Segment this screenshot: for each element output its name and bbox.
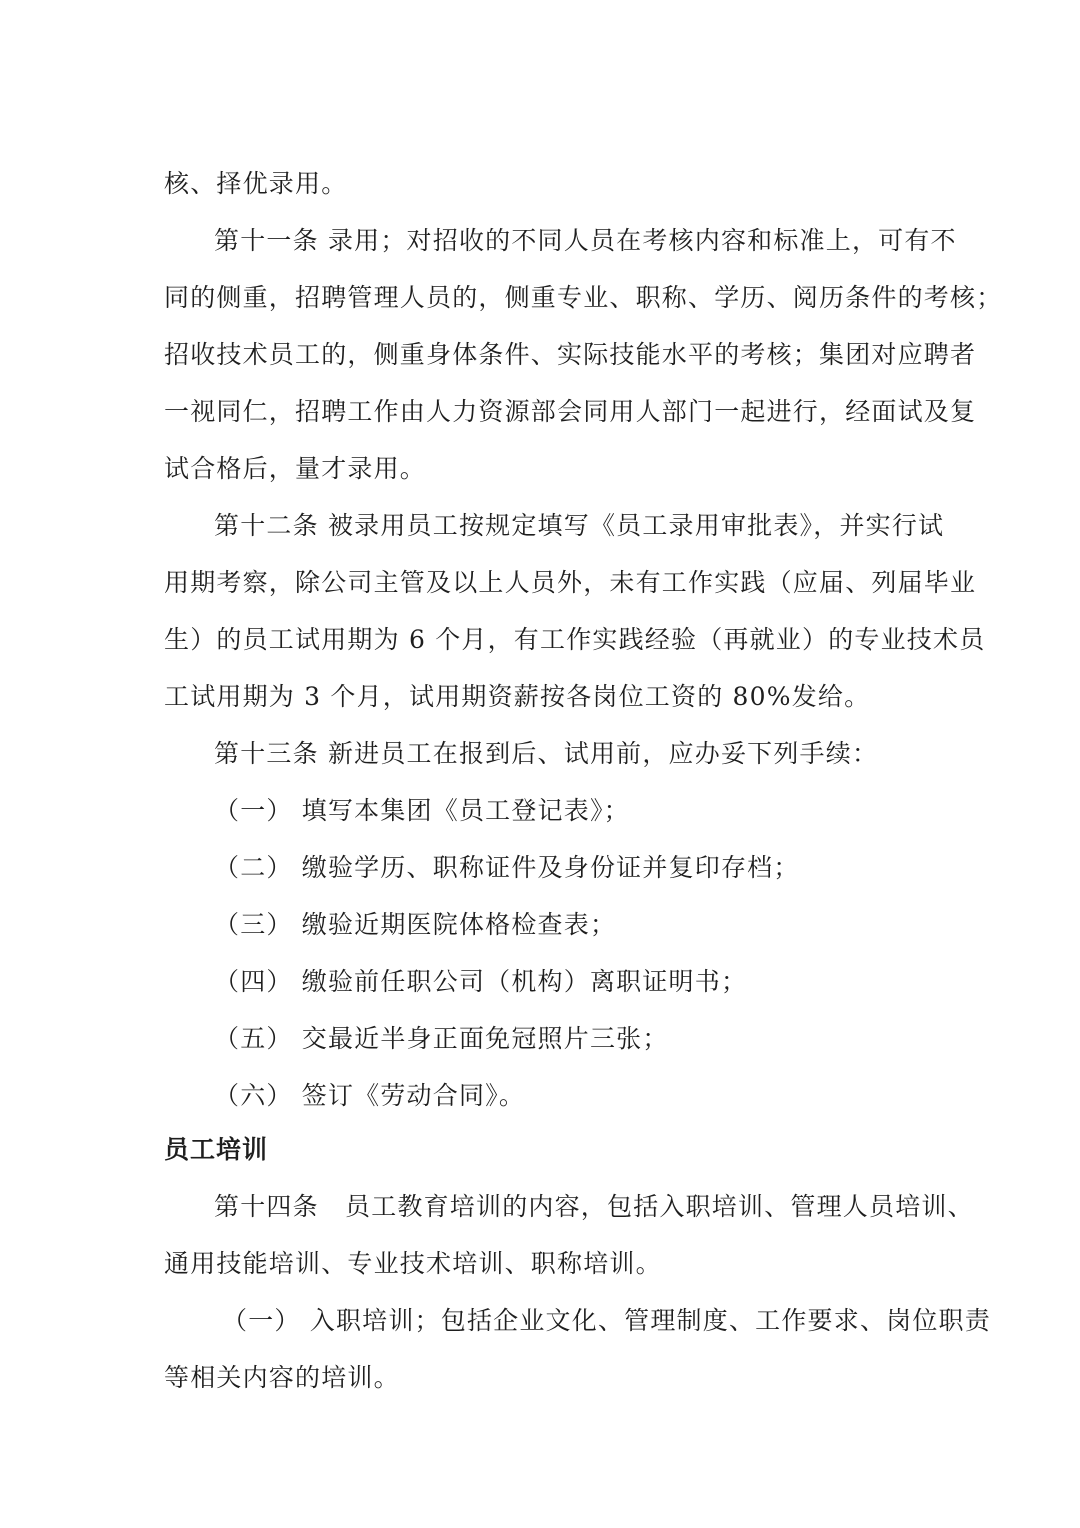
- article-13-line: 第十三条 新进员工在报到后、试用前，应办妥下列手续：: [214, 739, 879, 768]
- text-line: 同的侧重，招聘管理人员的，侧重专业、职称、学历、阅历条件的考核；: [164, 283, 1003, 312]
- text-line: 等相关内容的培训。: [164, 1363, 400, 1392]
- article-11-line: 第十一条 录用；对招收的不同人员在考核内容和标准上，可有不: [214, 226, 957, 255]
- article-14-line: 第十四条 员工教育培训的内容，包括入职培训、管理人员培训、: [214, 1192, 974, 1221]
- list-item: （三） 缴验近期医院体格检查表；: [214, 910, 617, 939]
- list-item: （六） 签订《劳动合同》。: [214, 1081, 526, 1110]
- list-item: （一） 入职培训；包括企业文化、管理制度、工作要求、岗位职责: [222, 1306, 991, 1335]
- text-line: 生）的员工试用期为 6 个月，有工作实践经验（再就业）的专业技术员: [164, 625, 986, 654]
- article-12-line: 第十二条 被录用员工按规定填写《员工录用审批表》，并实行试: [214, 511, 945, 540]
- section-heading: 员工培训: [164, 1135, 269, 1164]
- list-item: （五） 交最近半身正面免冠照片三张；: [214, 1024, 669, 1053]
- text-line: 用期考察，除公司主管及以上人员外，未有工作实践（应届、列届毕业: [164, 568, 977, 597]
- text-line: 核、择优录用。: [164, 169, 348, 198]
- text-line: 一视同仁，招聘工作由人力资源部会同用人部门一起进行，经面试及复: [164, 397, 977, 426]
- list-item: （四） 缴验前任职公司（机构）离职证明书；: [214, 967, 748, 996]
- list-item: （二） 缴验学历、职称证件及身份证并复印存档；: [214, 853, 800, 882]
- list-item: （一） 填写本集团《员工登记表》；: [214, 796, 630, 825]
- text-line: 通用技能培训、专业技术培训、职称培训。: [164, 1249, 662, 1278]
- text-line: 试合格后，量才录用。: [164, 454, 427, 483]
- text-line: 招收技术员工的，侧重身体条件、实际技能水平的考核；集团对应聘者: [164, 340, 977, 369]
- text-line: 工试用期为 3 个月，试用期资薪按各岗位工资的 80%发给。: [164, 682, 871, 711]
